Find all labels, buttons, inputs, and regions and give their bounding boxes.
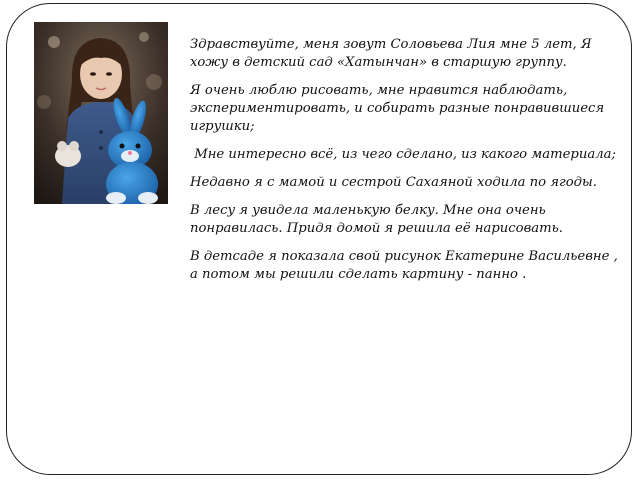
- paragraph-berries: Недавно я с мамой и сестрой Сахаяной ходила по ягоды.: [190, 175, 597, 190]
- paragraph-interests: Мне интересно всё, из чего сделано, из какого материала;: [190, 147, 616, 162]
- paragraph-squirrel: В лесу я увидела маленькую белку. Мне она очень понравилась. Придя домой я решила её нарисовать.: [190, 203, 564, 236]
- paragraph-intro: Здравствуйте, меня зовут Соловьева Лия мне 5 лет, Я хожу в детский сад «Хатынчан» в старшую группу.: [190, 37, 600, 70]
- paragraph-hobbies: Я очень люблю рисовать, мне нравится наблюдать, экспериментировать, и собирать разные понравившиеся игрушки;: [190, 83, 609, 134]
- description-text: [190, 36, 626, 294]
- paragraph-kindergarten: В детсаде я показала свой рисунок Екатерине Васильевне , а потом мы решили сделать картину - панно .: [190, 249, 622, 282]
- child-with-toy-photo: [34, 22, 168, 204]
